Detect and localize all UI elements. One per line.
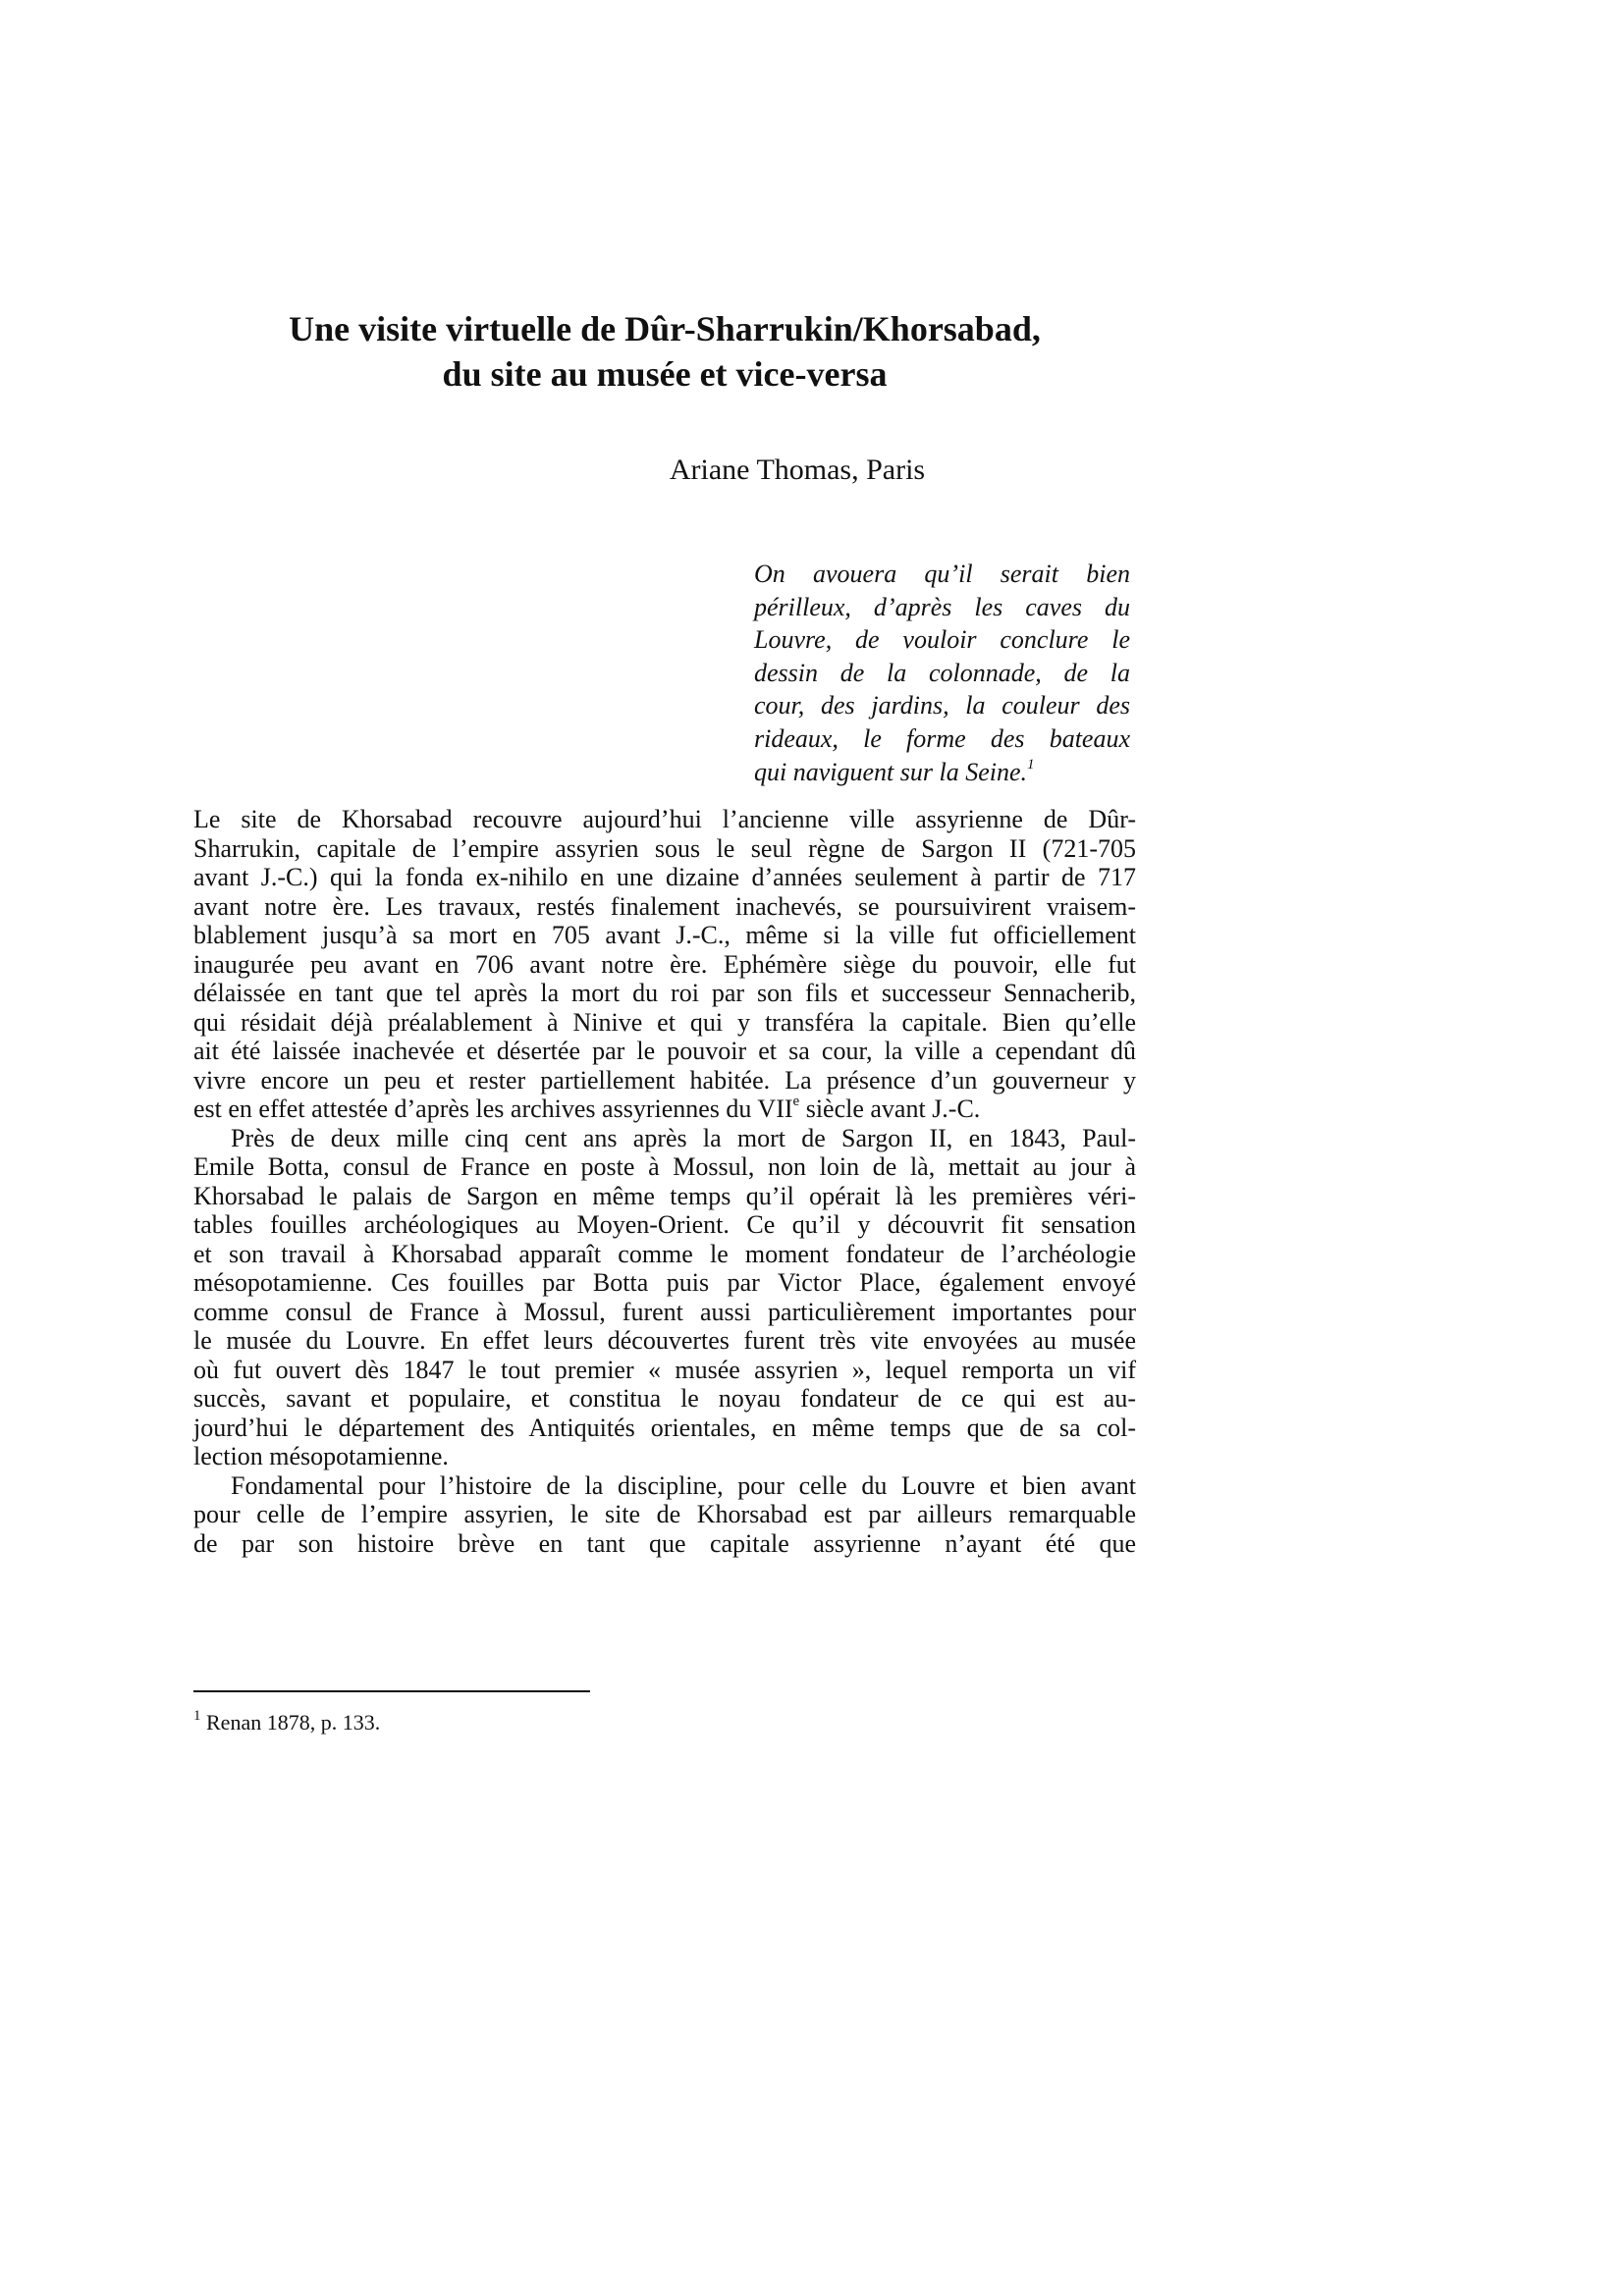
paragraph-2-line: jourd’hui le département des Antiquités orientales, en même temps que de sa col- [193,1413,1136,1442]
paragraph-2-line: comme consul de France à Mossul, furent aussi particulièrement importantes pour [193,1297,1136,1326]
paragraph-1-line: Sharrukin, capitale de l’empire assyrien sous le seul règne de Sargon II (721-705 [193,833,1136,863]
paragraph-3-line: Fondamental pour l’histoire de la discipline, pour celle du Louvre et bien avant [231,1470,1136,1500]
paragraph-1-text: est en effet attestée d’après les archives assyriennes du VII [193,1095,793,1123]
footnote-separator [193,1690,590,1692]
epigraph-line: On avouera qu’il serait bien [754,560,1130,588]
paragraph-2-line: Khorsabad le palais de Sargon en même temps qu’il opérait là les premières véri- [193,1181,1136,1210]
footnote-number: 1 [193,1707,201,1724]
paragraph-2-line: le musée du Louvre. En effet leurs découvertes furent très vite envoyées au musée [193,1326,1136,1355]
epigraph-line: cour, des jardins, la couleur des [754,691,1130,721]
epigraph-last-line [754,756,1130,789]
paragraph-1-line: Le site de Khorsabad recouvre aujourd’hui l’ancienne ville assyrienne de Dûr- [193,805,1136,833]
title-line-2: du site au musée et vice-versa [442,354,888,394]
title-line-1: Une visite virtuelle de Dûr-Sharrukin/Khorsabad, [289,309,1041,348]
paragraph-2-line: Près de deux mille cinq cent ans après la mort de Sargon II, en 1843, Paul- [231,1123,1136,1152]
paragraph-1-last-line [193,1095,1136,1124]
paragraph-3-line: de par son histoire brève en tant que capitale assyrienne n’ayant été que [193,1528,1136,1558]
paragraph-2-line: succès, savant et populaire, et constitua le noyau fondateur de ce qui est au- [193,1384,1136,1413]
paragraph-2-line: Emile Botta, consul de France en poste à Mossul, non loin de là, mettait au jour à [193,1152,1136,1181]
paragraph-2-line: lection mésopotamienne. [193,1442,449,1470]
paragraph-1-text: siècle avant J.-C. [799,1095,981,1123]
epigraph-line: rideaux, le forme des bateaux [754,723,1130,753]
epigraph-line-text: qui naviguent sur la Seine. [754,757,1028,786]
paragraph-3-line: pour celle de l’empire assyrien, le site de Khorsabad est par ailleurs remarquable [193,1500,1136,1528]
paragraph-1-line: ait été laissée inachevée et désertée par le pouvoir et sa cour, la ville a cependant dû [193,1037,1136,1065]
footnote [193,1709,783,1736]
paragraph-2-line: mésopotamienne. Ces fouilles par Botta puis par Victor Place, également envoyé [193,1268,1136,1297]
century-superscript: e [792,1094,800,1110]
paragraph-2-line: et son travail à Khorsabad apparaît comme le moment fondateur de l’archéologie [193,1239,1136,1268]
epigraph [754,558,1130,788]
epigraph-line: périlleux, d’après les caves du [754,592,1130,621]
author-line: Ariane Thomas, Paris [669,454,926,486]
paragraph-1-line: avant J.-C.) qui la fonda ex-nihilo en une dizaine d’années seulement à partir de 717 [193,863,1136,891]
paragraph-1-line: délaissée en tant que tel après la mort du roi par son fils et successeur Sennacherib, [193,979,1136,1007]
paragraph-1-line: blablement jusqu’à sa mort en 705 avant J.-C., même si la ville fut officiellement [193,921,1136,949]
epigraph-line: dessin de la colonnade, de la [754,658,1130,687]
paragraph-1-line: avant notre ère. Les travaux, restés finalement inachevés, se poursuivirent vraisem- [193,891,1136,921]
body-text [193,805,1136,1558]
paragraph-1-line: qui résidait déjà préalablement à Ninive et qui y transféra la capitale. Bien qu’elle [193,1007,1136,1037]
paragraph-1-line: vivre encore un peu et rester partiellement habitée. La présence d’un gouverneur y [193,1065,1136,1095]
footnote-reference[interactable]: 1 [1027,756,1035,773]
epigraph-line: Louvre, de vouloir conclure le [754,625,1130,655]
paragraph-1-line: inaugurée peu avant en 706 avant notre ère. Ephémère siège du pouvoir, elle fut [193,949,1136,979]
footnote-text: Renan 1878, p. 133. [200,1710,381,1735]
article-title [193,306,1136,397]
paragraph-2-line: tables fouilles archéologiques au Moyen-Orient. Ce qu’il y découvrit fit sensation [193,1210,1136,1239]
paragraph-2-line: où fut ouvert dès 1847 le tout premier « musée assyrien », lequel remporta un vif [193,1355,1136,1384]
